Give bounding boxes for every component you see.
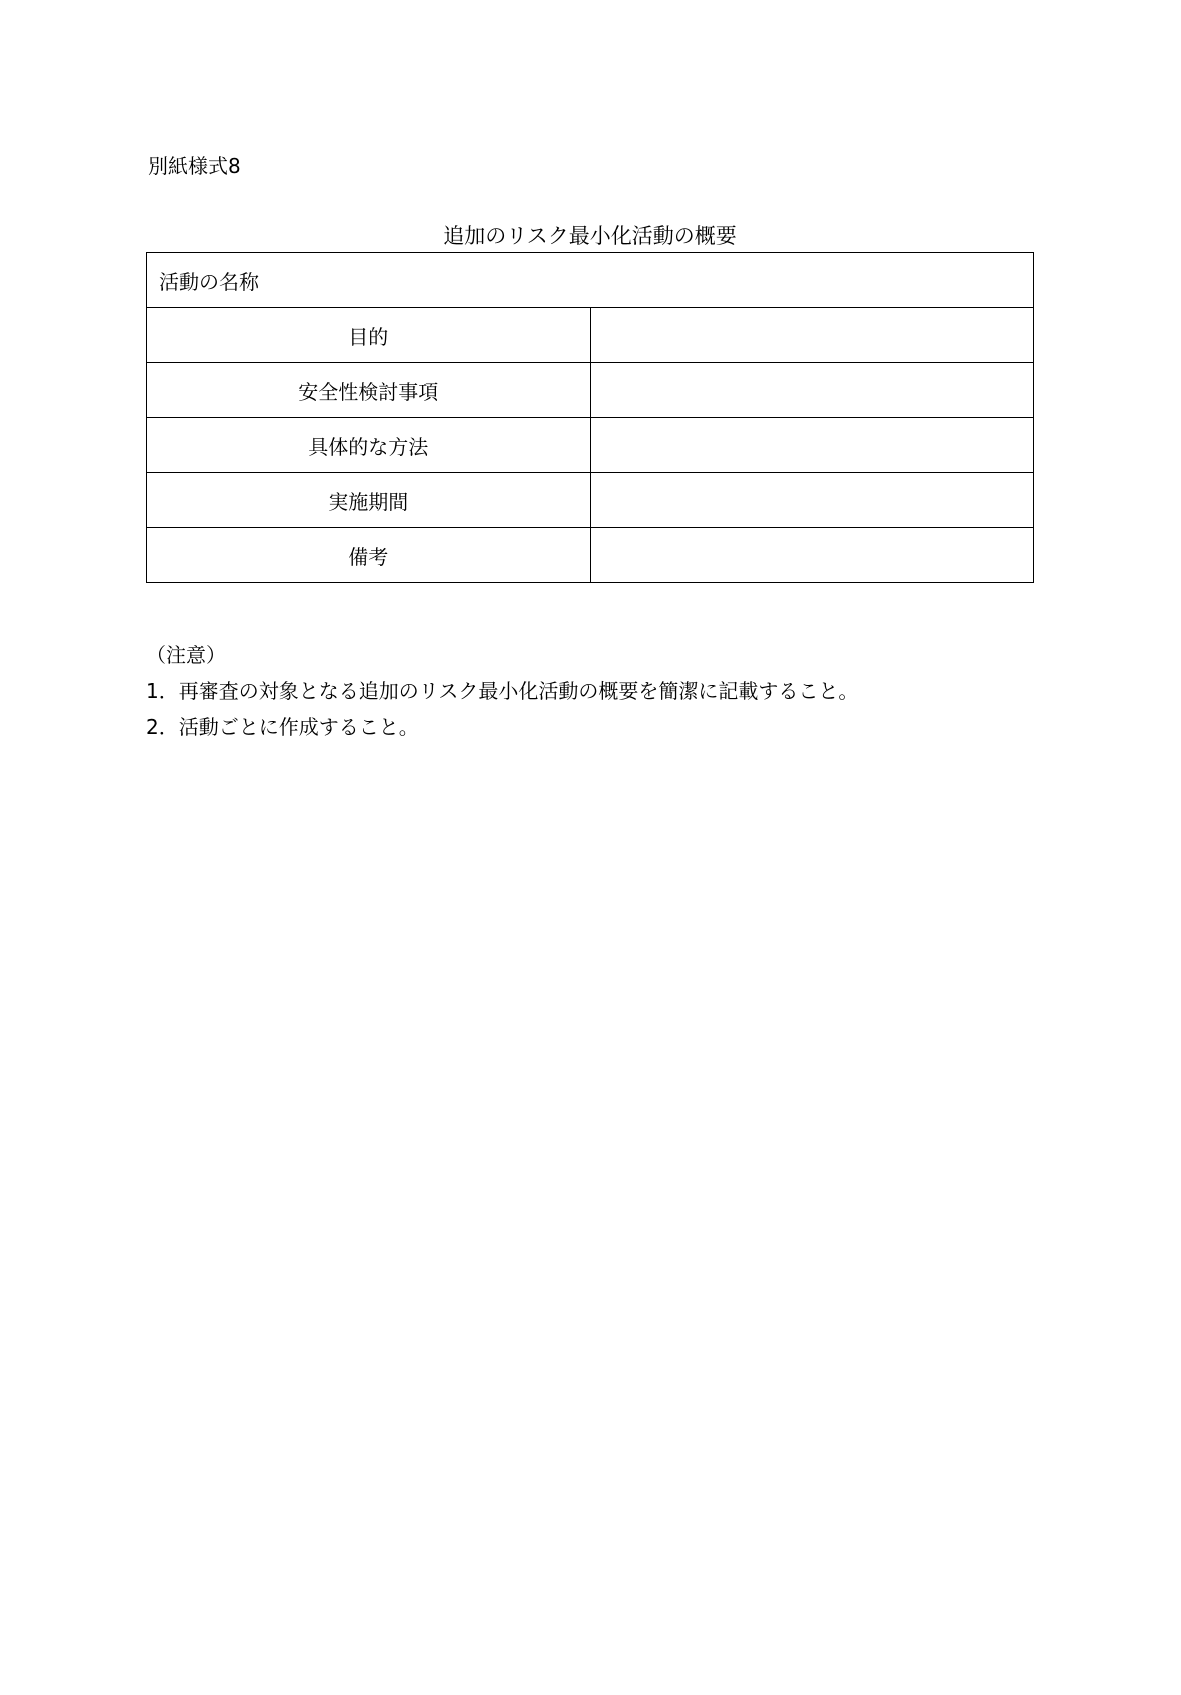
notes-heading: （注意） (146, 643, 226, 667)
table-row (147, 363, 1034, 418)
notes-section (146, 637, 858, 745)
row-value-purpose (590, 308, 1034, 363)
row-label-purpose: 目的 (147, 308, 591, 363)
table-row (147, 528, 1034, 583)
row-label-period: 実施期間 (147, 473, 591, 528)
table-row (147, 418, 1034, 473)
form-id: 別紙様式8 (148, 154, 241, 178)
row-value-safety-concerns (590, 363, 1034, 418)
row-value-method (590, 418, 1034, 473)
table-row (147, 308, 1034, 363)
table-row-activity-name (147, 253, 1034, 308)
row-label-remarks: 備考 (147, 528, 591, 583)
document-title: 追加のリスク最小化活動の概要 (443, 224, 737, 248)
note-item: 1．再審査の対象となる追加のリスク最小化活動の概要を簡潔に記載すること。 (146, 679, 859, 703)
note-item: 2．活動ごとに作成すること。 (146, 715, 419, 739)
activity-summary-table (146, 252, 1034, 583)
activity-name-cell: 活動の名称 (147, 253, 1034, 308)
row-label-method: 具体的な方法 (147, 418, 591, 473)
table-row (147, 473, 1034, 528)
row-label-safety-concerns: 安全性検討事項 (147, 363, 591, 418)
row-value-period (590, 473, 1034, 528)
row-value-remarks (590, 528, 1034, 583)
